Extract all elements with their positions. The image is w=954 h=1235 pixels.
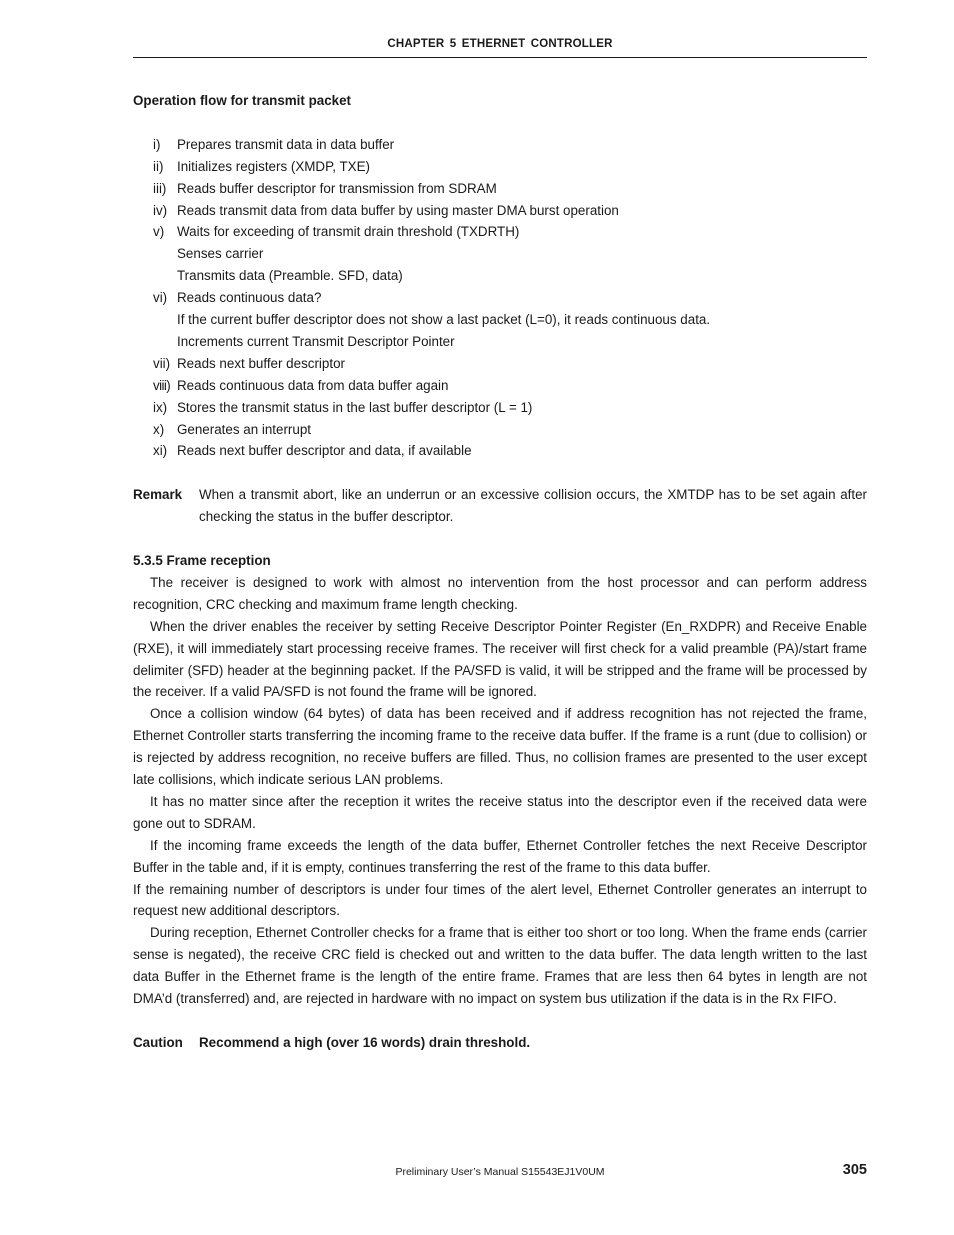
step-number: i) [153, 136, 161, 152]
reception-paragraph: During reception, Ethernet Controller checks for a frame that is either too short or too long. When the frame ends (carrier sense is negated), the receive CRC field is checked out and written to the data buffer. The data length written to the last data Buffer in the Ethernet frame is the length of the entire frame. Frames that are less then 64 bytes in length are not DMA’d (transferred) and, are rejected in hardware with no impact on system bus utilization if the data is in the Rx FIFO. [133, 925, 867, 1007]
step-number: xi) [153, 443, 168, 459]
spacer [133, 112, 867, 134]
page-number: 305 [842, 1162, 867, 1178]
transmit-step [133, 375, 867, 397]
transmit-step [133, 397, 867, 419]
reception-paragraph: If the remaining number of descriptors is under four times of the alert level, Ethernet Controller generates an interrupt to request new additional descriptors. [133, 881, 867, 919]
transmit-step [133, 419, 867, 441]
transmit-step [133, 134, 867, 156]
reception-paragraph: When the driver enables the receiver by setting Receive Descriptor Pointer Register (En_RXDPR) and Receive Enable (RXE), it will immediately start processing receive frames. The receiver will first check for a valid preamble (PA)/start frame delimiter (SFD) header at the beginning packet. If the PA/SFD is valid, it will be stripped and the frame will be processed by the receiver. If a valid PA/SFD is not found the frame will be ignored. [133, 618, 867, 700]
remark-text: When a transmit abort, like an underrun or an excessive collision occurs, the XMTDP has to be set again after checking the status in the buffer descriptor. [199, 487, 867, 525]
chapter-header: CHAPTER 5 ETHERNET CONTROLLER [387, 38, 613, 50]
step-number: iii) [153, 180, 167, 196]
step-text: Reads transmit data from data buffer by using master DMA burst operation [177, 202, 619, 218]
section-heading: 5.3.5 Frame reception [133, 552, 271, 568]
transmit-step [133, 353, 867, 375]
reception-paragraph: If the incoming frame exceeds the length of the data buffer, Ethernet Controller fetches the next Receive Descriptor Buffer in the table and, if it is empty, continues transferring the rest of the frame to this data buffer. [133, 837, 867, 875]
transmit-step [133, 156, 867, 178]
spacer [133, 462, 867, 484]
transmit-step [133, 200, 867, 222]
remark-block [133, 484, 867, 528]
reception-paragraph: It has no matter since after the reception it writes the receive status into the descriptor even if the received data were gone out to SDRAM. [133, 793, 867, 831]
header-rule [133, 57, 867, 58]
step-number: viii) [153, 377, 171, 393]
spacer [133, 1010, 867, 1032]
step-number: v) [153, 224, 165, 240]
step-text: Prepares transmit data in data buffer [177, 136, 395, 152]
transmit-step [133, 287, 867, 353]
step-number: vii) [153, 355, 171, 371]
transmit-steps-list [133, 134, 867, 463]
step-number: ix) [153, 399, 168, 415]
step-detail: Increments current Transmit Descriptor Pointer [177, 333, 455, 349]
step-number: x) [153, 421, 165, 437]
caution-label: Caution [133, 1034, 183, 1050]
step-text: Reads continuous data from data buffer again [177, 377, 449, 393]
transmit-heading: Operation flow for transmit packet [133, 93, 352, 108]
spacer [133, 528, 867, 550]
page-content [133, 90, 867, 1054]
step-number: vi) [153, 290, 168, 306]
step-number: iv) [153, 202, 168, 218]
page-footer [133, 1160, 867, 1182]
step-detail: Transmits data (Preamble. SFD, data) [177, 268, 403, 284]
transmit-step [133, 440, 867, 462]
step-text: Stores the transmit status in the last buffer descriptor (L = 1) [177, 399, 533, 415]
step-text: Reads next buffer descriptor and data, if available [177, 443, 472, 459]
step-text: Generates an interrupt [177, 421, 311, 437]
remark-label: Remark [133, 487, 183, 503]
step-text: Initializes registers (XMDP, TXE) [177, 158, 370, 174]
manual-title: Preliminary User’s Manual S15543EJ1V0UM [395, 1166, 605, 1178]
step-text: Waits for exceeding of transmit drain threshold (TXDRTH) [177, 224, 520, 240]
step-detail: If the current buffer descriptor does not show a last packet (L=0), it reads continuous data. [177, 312, 711, 328]
transmit-step [133, 221, 867, 287]
reception-paragraph: Once a collision window (64 bytes) of data has been received and if address recognition has not rejected the frame, Ethernet Controller starts transferring the incoming frame to the receive data buffer. If the frame is a runt (due to collision) or is rejected by address recognition, no receive buffers are filled. Thus, no collision frames are presented to the user except late collisions, which indicate serious LAN problems. [133, 706, 867, 788]
caution-block [133, 1032, 867, 1054]
reception-paragraph: The receiver is designed to work with almost no intervention from the host processor and can perform address recognition, CRC checking and maximum frame length checking. [133, 574, 867, 612]
transmit-step [133, 178, 867, 200]
caution-text: Recommend a high (over 16 words) drain threshold. [199, 1034, 531, 1050]
step-text: Reads next buffer descriptor [177, 355, 345, 371]
step-number: ii) [153, 158, 164, 174]
step-text: Reads continuous data? [177, 290, 322, 306]
step-detail: Senses carrier [177, 246, 264, 262]
step-text: Reads buffer descriptor for transmission from SDRAM [177, 180, 497, 196]
